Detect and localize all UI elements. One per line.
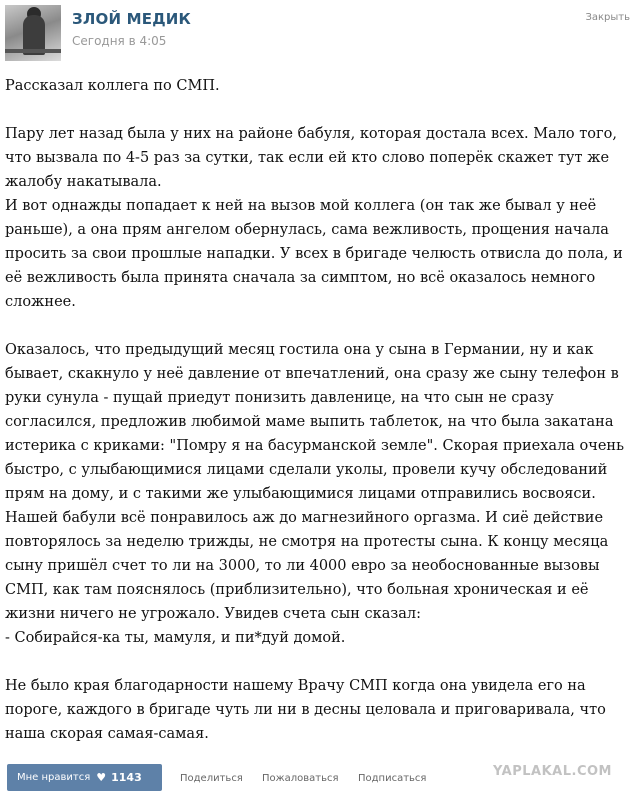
post-timestamp[interactable]: Сегодня в 4:05	[72, 34, 167, 48]
post-paragraph: Не было края благодарности нашему Врачу СМП когда она увидела его на пороге, каждого в бригаде чуть ли ни в десны целовала и приговаривала, что наша скорая самая-самая.	[5, 678, 606, 742]
post-paragraph: Рассказал коллега по СМП.	[5, 78, 220, 94]
post-paragraph: Пару лет назад была у них на районе бабуля, которая достала всех. Мало того, что вызвала по 4-5 раз за сутки, так если ей кто слово поперёк скажет тут же жалобу накатывала. И вот однажды попадает к ней на вызов мой коллега (он так же бывал у неё раньше), а она прям ангелом обернулась, сама вежливость, прощения начала просить за свои прошлые нападки. У всех в бригаде челюсть отвисла до пола, и её вежливость была принята сначала за симптом, но всё оказалось немного сложнее.	[5, 126, 623, 310]
avatar[interactable]	[5, 5, 61, 61]
post-actions-bar	[0, 758, 640, 798]
like-button[interactable]	[7, 764, 162, 791]
post-paragraph: Оказалось, что предыдущий месяц гостила она у сына в Германии, ну и как бывает, скакнуло у неё давление от впечатлений, она сразу же сыну телефон в руки сунула - пущай приедут понизить давленице, на что сын не сразу согласился, предложив любимой маме выпить таблеток, на что была закатана истерика с криками: "Помру я на басурманской земле". Скорая приехала очень быстро, с улыбающимися лицами сделали уколы, провели кучу обследований прям на дому, и с такими же улыбающимися лицами отправились восвояси. Нашей бабули всё понравилось аж до магнезийного оргазма. И сиё действие повторялось за неделю трижды, не смотря на протесты сына. К концу месяца сыну пришёл счет то ли на 3000, то ли 4000 евро за необоснованные вызовы СМП, как там пояснялось (приблизительно), что больная хроническая и её жизни ничего не угрожало. Увидев счета сын сказал: - Собирайся-ка ты, мамуля, и пи*дуй домой.	[5, 342, 624, 646]
share-link[interactable]: Поделиться	[180, 773, 243, 784]
subscribe-link[interactable]: Подписаться	[358, 773, 427, 784]
report-link[interactable]: Пожаловаться	[262, 773, 339, 784]
heart-icon: ♥	[96, 771, 107, 784]
page-name-link[interactable]: ЗЛОЙ МЕДИК	[72, 10, 191, 28]
like-button-label: Мне нравится	[17, 772, 91, 783]
post-body	[5, 74, 635, 746]
avatar-table	[5, 49, 61, 53]
watermark: YAPLAKAL.COM	[493, 764, 612, 779]
like-count: 1143	[111, 771, 142, 784]
post-header	[0, 0, 640, 66]
close-link[interactable]: Закрыть	[585, 12, 630, 23]
